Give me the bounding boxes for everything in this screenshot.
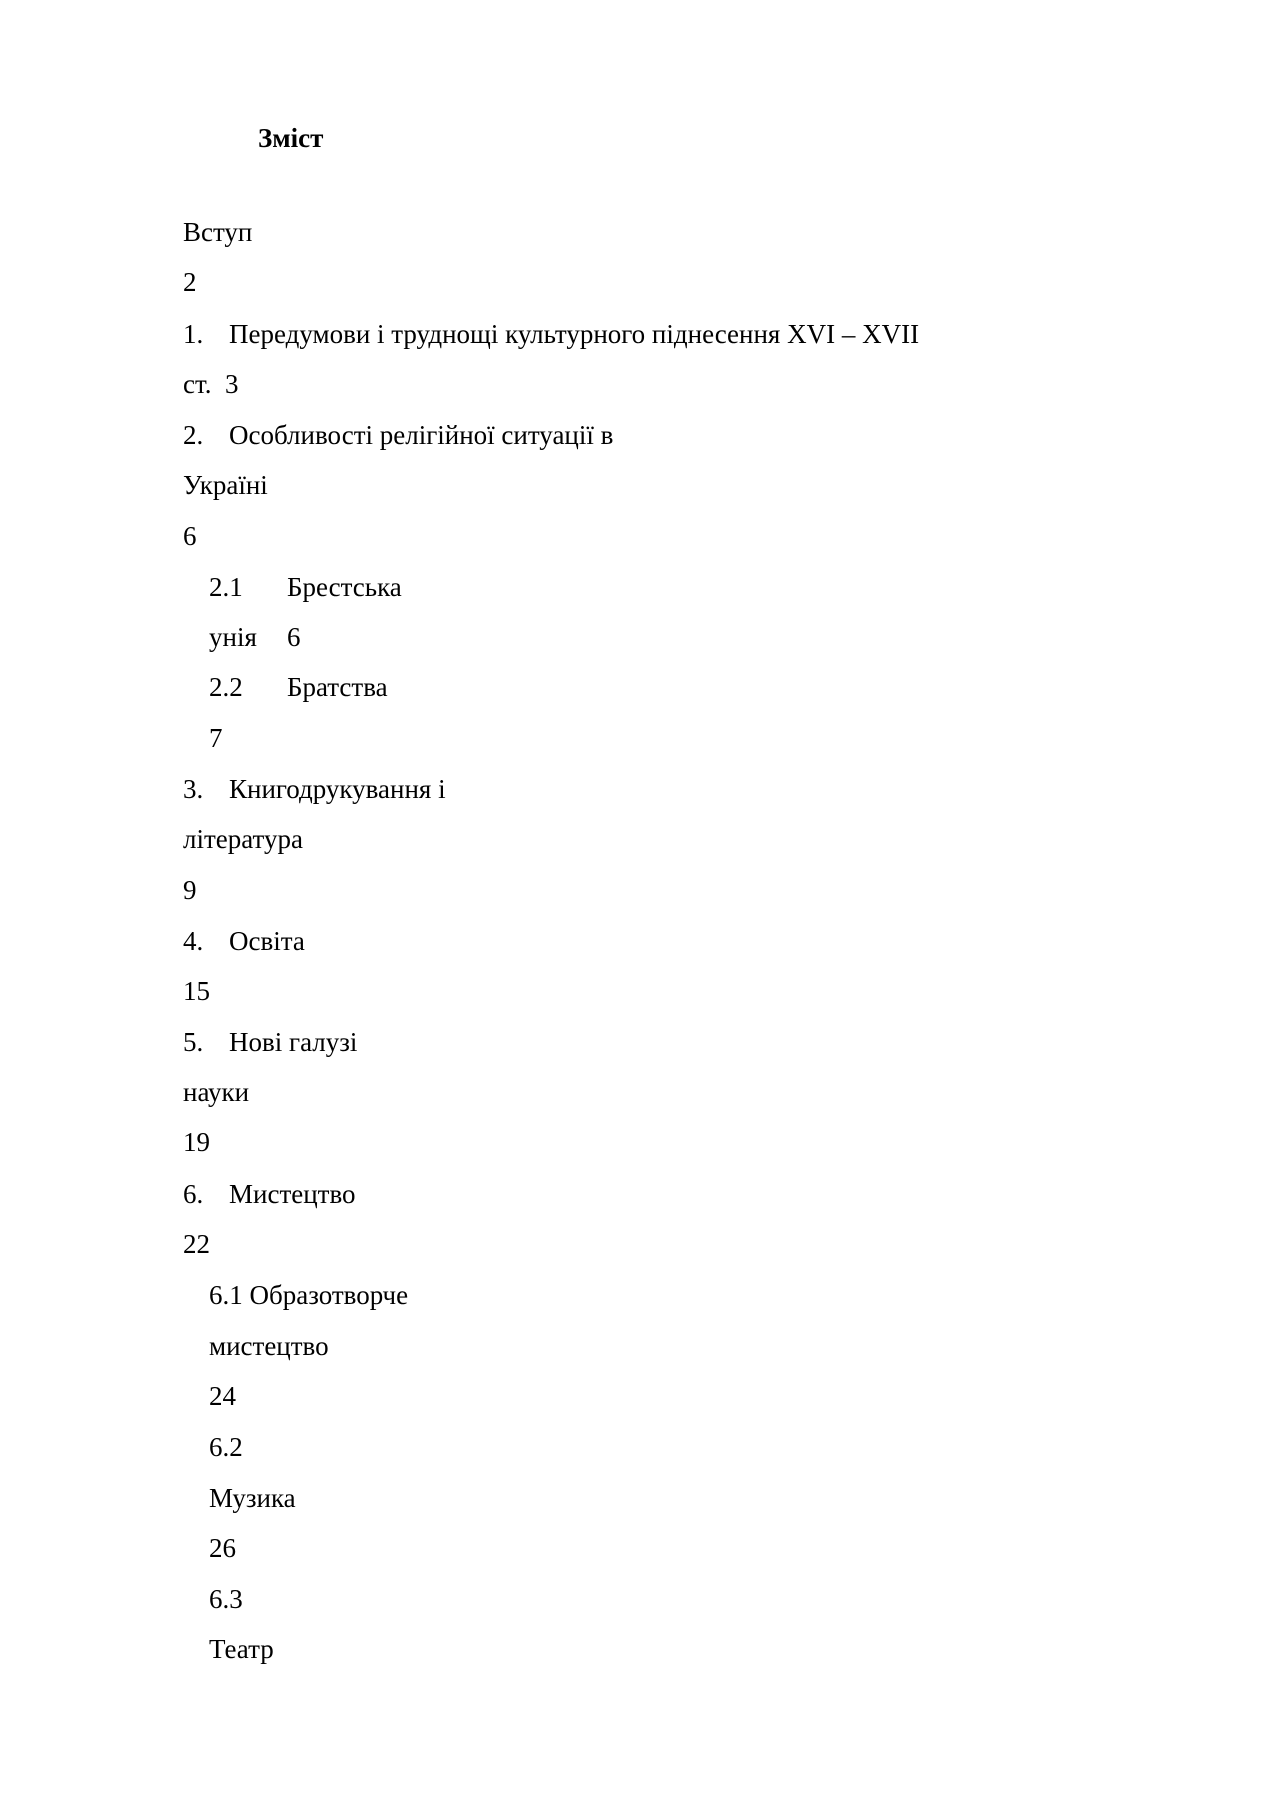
toc-entry-text: Образотворче <box>249 1280 409 1310</box>
toc-entry-5 <box>183 1026 357 1058</box>
toc-entry-2 <box>183 419 613 451</box>
toc-entry-number: 4. <box>183 926 204 956</box>
toc-entry-3 <box>183 773 446 805</box>
toc-entry-text: Мистецтво <box>229 1179 356 1209</box>
toc-entry-6-1-page: 24 <box>209 1381 236 1411</box>
toc-entry-4 <box>183 925 305 957</box>
toc-entry-page: 6 <box>287 622 301 652</box>
toc-entry-number: 2.1 <box>209 572 243 602</box>
toc-entry-1-cont <box>183 368 239 400</box>
toc-entry-page: 3 <box>225 369 239 399</box>
toc-entry-6-page: 22 <box>183 1229 210 1259</box>
toc-entry-2-2 <box>209 671 388 703</box>
toc-entry-5-page: 19 <box>183 1127 210 1157</box>
toc-entry-text: Брестська <box>287 572 402 602</box>
toc-entry-number: 2.2 <box>209 672 243 702</box>
toc-entry-6-2-number: 6.2 <box>209 1432 243 1462</box>
toc-entry-intro-page: 2 <box>183 267 197 297</box>
toc-entry-number: 5. <box>183 1027 204 1057</box>
toc-entry-text: Освіта <box>229 926 305 956</box>
toc-entry-6-2-text: Музика <box>209 1483 296 1513</box>
toc-entry-3-text-cont: література <box>183 824 303 854</box>
toc-entry-text: Братства <box>287 672 388 702</box>
toc-entry-6-3-number: 6.3 <box>209 1584 243 1614</box>
toc-entry-3-page: 9 <box>183 875 197 905</box>
toc-entry-2-2-page: 7 <box>209 723 223 753</box>
toc-entry-number: 6.1 <box>209 1280 243 1310</box>
toc-entry-4-page: 15 <box>183 976 210 1006</box>
toc-entry-text-cont: унія <box>209 622 257 652</box>
toc-entry-6-1 <box>209 1279 408 1311</box>
toc-entry-number: 3. <box>183 774 204 804</box>
toc-entry-2-text-cont: Україні <box>183 470 268 500</box>
toc-entry-5-text-cont: науки <box>183 1077 250 1107</box>
toc-entry-6-3-text: Театр <box>209 1634 274 1664</box>
toc-entry-number: 1. <box>183 319 204 349</box>
toc-entry-text: Передумови і труднощі культурного піднесення XVI – XVII <box>229 319 920 349</box>
toc-entry-number: 2. <box>183 420 204 450</box>
toc-entry-6 <box>183 1178 356 1210</box>
toc-entry-2-1-cont <box>209 621 301 653</box>
toc-entry-text: Книгодрукування і <box>229 774 446 804</box>
toc-entry-number: 6. <box>183 1179 204 1209</box>
toc-entry-2-page: 6 <box>183 521 197 551</box>
toc-entry-text: Особливості релігійної ситуації в <box>229 420 614 450</box>
toc-entry-6-1-text-cont: мистецтво <box>209 1331 329 1361</box>
toc-entry-text-cont: ст. <box>183 369 212 399</box>
toc-entry-text: Нові галузі <box>229 1027 358 1057</box>
toc-entry-6-2-page: 26 <box>209 1533 236 1563</box>
page-title: Зміст <box>258 123 324 153</box>
toc-entry-2-1 <box>209 571 402 603</box>
toc-entry-intro-text: Вступ <box>183 217 253 247</box>
toc-entry-1 <box>183 318 919 350</box>
